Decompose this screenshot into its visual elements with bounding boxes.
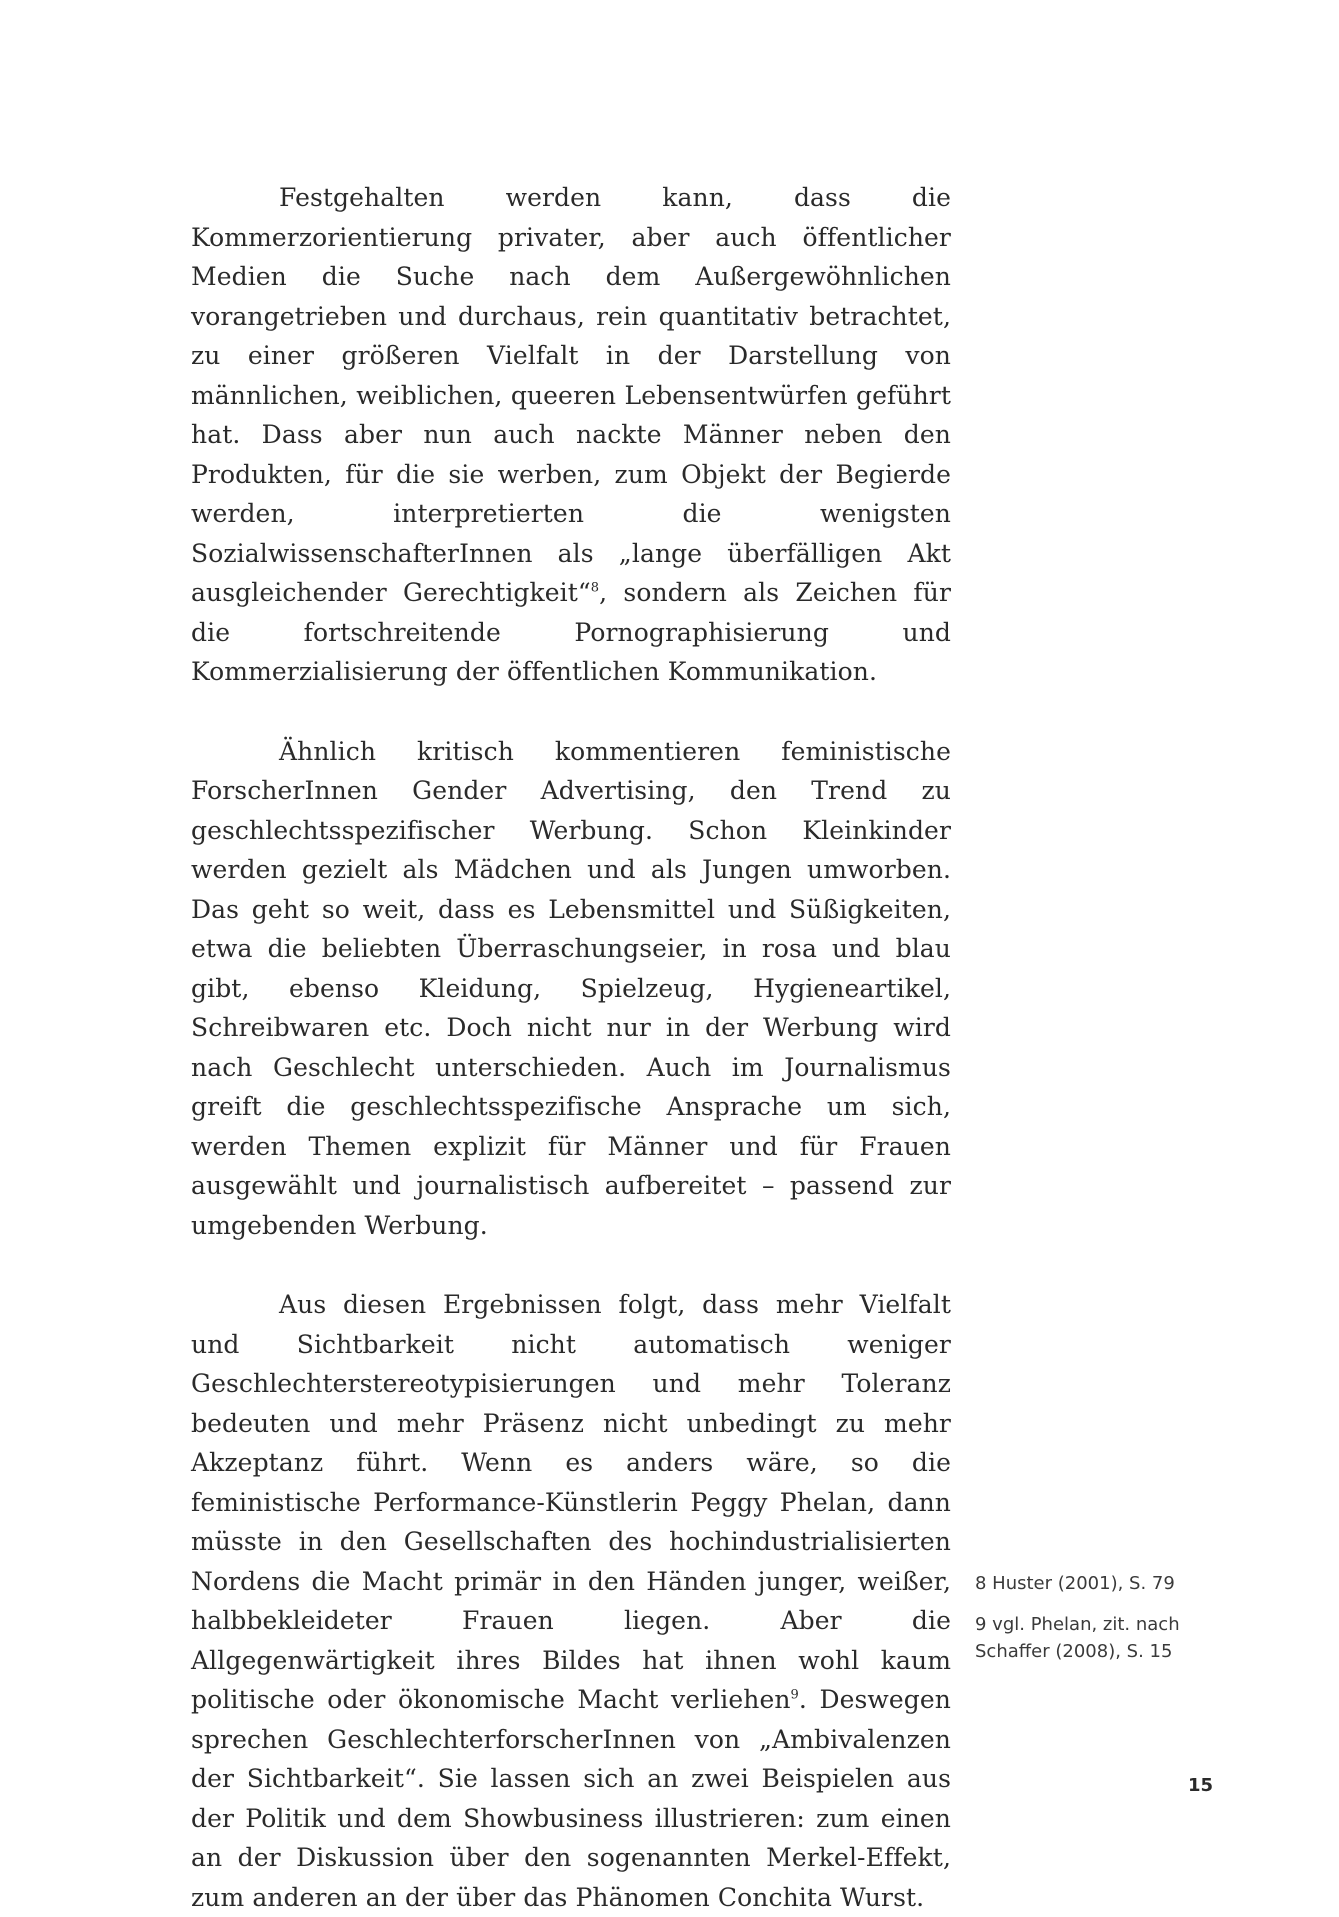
paragraph-1-text-b: , sondern als Zeichen für die fortschreitende Pornographisierung und Kommerzialisierung der öffentlichen Kommunikation. [191,578,951,686]
footnotes [975,1570,1205,1679]
paragraph-3-text-b: . Deswegen sprechen GeschlechterforscherInnen von „Ambivalenzen der Sichtbarkeit“. Sie lassen sich an zwei Beispielen aus der Politik und dem Showbusiness illustrieren: zum einen an der Diskussion über den sogenannten Merkel-Effekt, zum anderen an der über das Phänomen Conchita Wurst. [191,1685,952,1912]
paragraph-3 [191,1285,951,1917]
footnote-8: 8 Huster (2001), S. 79 [975,1573,1175,1594]
paragraph-2: Ähnlich kritisch kommentieren feministische ForscherInnen Gender Advertising, den Trend zu geschlechtsspezifischer Werbung. Schon Kleinkinder werden gezielt als Mädchen und als Jungen umworben. Das geht so weit, dass es Lebensmittel und Süßigkeiten, etwa die beliebten Überraschungseier, in rosa und blau gibt, ebenso Kleidung, Spielzeug, Hygieneartikel, Schreibwaren etc. Doch nicht nur in der Werbung wird nach Geschlecht unterschieden. Auch im Journalismus greift die geschlechtsspezifische Ansprache um sich, werden Themen explizit für Männer und für Frauen ausgewählt und journalistisch aufbereitet – passend zur umgebenden Werbung. [191,736,951,1240]
paragraph-1 [191,178,951,692]
footnote-ref-8: 8 [590,580,600,596]
paragraph-3-text-a: Aus diesen Ergebnissen folgt, dass mehr Vielfalt und Sichtbarkeit nicht automatisch weniger Geschlechterstereotypisierungen und mehr Toleranz bedeuten und mehr Präsenz nicht unbedingt zu mehr Akzeptanz führt. Wenn es anders wäre, so die feministische Performance-Künstlerin Peggy Phelan, dann müsste in den Gesellschaften des hochindustrialisierten Nordens die Macht primär in den Händen junger, weißer, halbbekleideter Frauen liegen. Aber die Allgegenwärtigkeit ihres Bildes hat ihnen wohl kaum politische oder ökonomische Macht verliehen [191,1290,951,1714]
footnote-ref-9: 9 [790,1687,799,1703]
footnote-9: 9 vgl. Phelan, zit. nach Schaffer (2008), S. 15 [975,1614,1180,1662]
page-number: 15 [1188,1775,1214,1796]
paragraph-1-text-a: Festgehalten werden kann, dass die Kommerzorientierung privater, aber auch öffentlicher Medien die Suche nach dem Außergewöhnlichen vorangetrieben und durchaus, rein quantitativ betrachtet, zu einer größeren Vielfalt in der Darstellung von männlichen, weiblichen, queeren Lebensentwürfen geführt hat. Dass aber nun auch nackte Männer neben den Produkten, für die sie werben, zum Objekt der Begierde werden, interpretierten die wenigsten SozialwissenschafterInnen als „lange überfälligen Akt ausgleichender Gerechtigkeit“ [191,183,951,607]
body-text [191,178,951,1917]
